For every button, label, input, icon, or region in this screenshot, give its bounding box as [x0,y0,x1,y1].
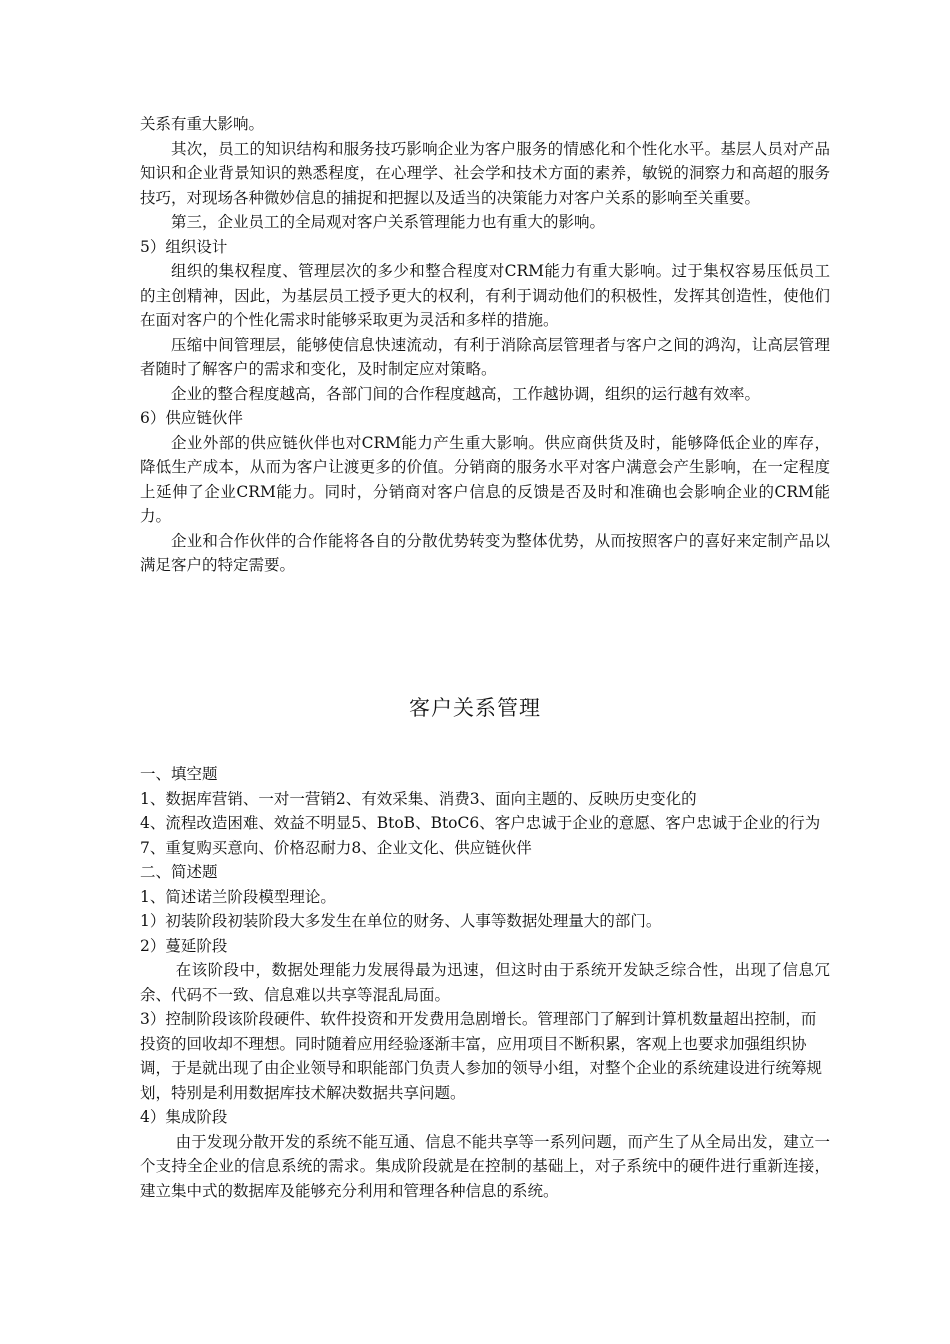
paragraph-middle-management: 压缩中间管理层，能够使信息快速流动，有利于消除高层管理者与客户之间的鸿沟，让高层管理者随时了解客户的需求和变化，及时制定应对策略。 [140,335,830,378]
answers-section [140,762,830,1203]
heading-supply-chain: 6）供应链伙伴 [140,409,243,427]
stage-integration-heading: 4）集成阶段 [140,1108,228,1126]
paragraph-supply-chain: 企业外部的供应链伙伴也对CRM能力产生重大影响。供应商供货及时，能够降低企业的库存，降低生产成本，从而为客户让渡更多的价值。分销商的服务水平对客户满意会产生影响，在一定程度上延伸了企业CRM能力。同时，分销商对客户信息的反馈是否及时和准确也会影响企业的CRM能力。 [140,433,830,525]
stage-control: 3）控制阶段该阶段硬件、软件投资和开发费用急剧增长。管理部门了解到计算机数量超出控制，而投资的回收却不理想。同时随着应用经验逐渐丰富，应用项目不断积累，客观上也要求加强组织协调，于是就出现了由企业领导和职能部门负责人参加的领导小组，对整个企业的系统建设进行统筹规划，特别是利用数据库技术解决数据共享问题。 [140,1010,823,1102]
top-section [140,112,830,578]
stage-integration-text: 由于发现分散开发的系统不能互通、信息不能共享等一系列问题，而产生了从全局出发，建立一个支持全企业的信息系统的需求。集成阶段就是在控制的基础上，对子系统中的硬件进行重新连接，建立集中式的数据库及能够充分利用和管理各种信息的系统。 [140,1132,830,1200]
stage-contagion-text: 在该阶段中，数据处理能力发展得最为迅速，但这时由于系统开发缺乏综合性，出现了信息冗余、代码不一致、信息难以共享等混乱局面。 [140,961,830,1004]
paragraph-tail: 关系有重大影响。 [140,115,265,133]
heading-fill-in: 一、填空题 [140,765,218,783]
question-1: 1、简述诺兰阶段模型理论。 [140,887,336,906]
paragraph-employee-skills: 其次，员工的知识结构和服务技巧影响企业为客户服务的情感化和个性化水平。基层人员对产品知识和企业背景知识的熟悉程度，在心理学、社会学和技术方面的素养，敏锐的洞察力和高超的服务技巧，对现场各种微妙信息的捕捉和把握以及适当的决策能力对客户关系的影响至关重要。 [140,139,830,207]
paragraph-centralization: 组织的集权程度、管理层次的多少和整合程度对CRM能力有重大影响。过于集权容易压低员工的主创精神，因此，为基层员工授予更大的权利，有利于调动他们的积极性，发挥其创造性，使他们在面对客户的个性化需求时能够采取更为灵活和多样的措施。 [140,262,830,329]
paragraph-partners: 企业和合作伙伴的合作能将各自的分散优势转变为整体优势，从而按照客户的喜好来定制产品以满足客户的特定需要。 [140,531,830,574]
answers-line-1: 1、数据库营销、一对一营销2、有效采集、消费3、面向主题的、反映历史变化的 [140,789,697,808]
answers-line-2: 4、流程改造困难、效益不明显5、BtoB、BtoC6、客户忠诚于企业的意愿、客户忠诚于企业的行为7、重复购买意向、价格忍耐力8、企业文化、供应链伙伴 [140,814,821,857]
heading-short-answer: 二、简述题 [140,863,218,881]
paragraph-global-view: 第三，企业员工的全局观对客户关系管理能力也有重大的影响。 [171,213,606,231]
stage-initiation: 1）初装阶段初装阶段大多发生在单位的财务、人事等数据处理量大的部门。 [140,912,662,930]
heading-org-design: 5）组织设计 [140,237,228,256]
stage-contagion-heading: 2）蔓延阶段 [140,936,228,955]
paragraph-integration: 企业的整合程度越高，各部门间的合作程度越高，工作越协调，组织的运行越有效率。 [171,384,761,403]
page-title: 客户关系管理 [409,696,541,720]
